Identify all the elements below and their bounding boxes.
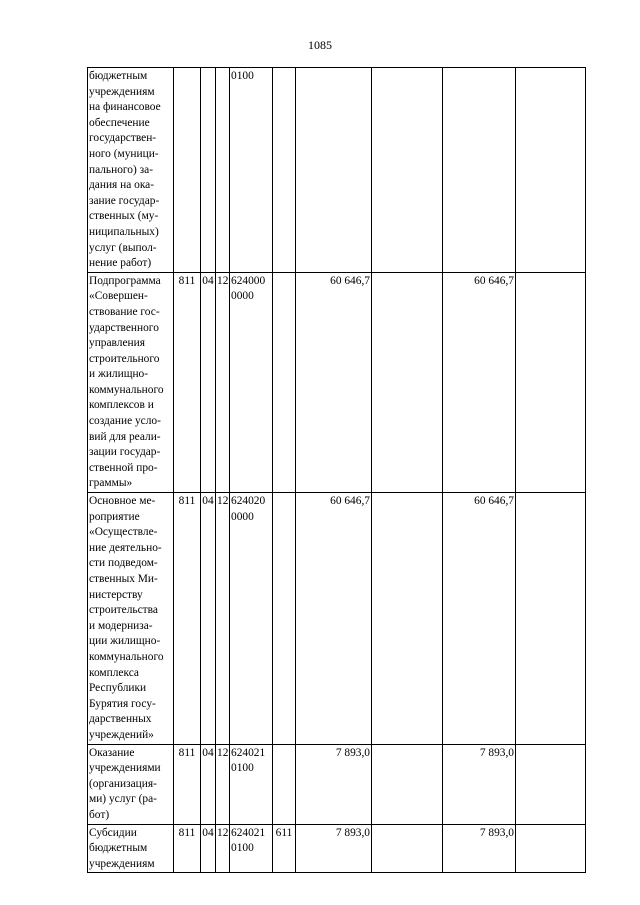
row-target-article-line: 0100	[231, 70, 254, 82]
row-amount-1: 60 646,7	[296, 272, 372, 492]
row-amount-2	[372, 824, 443, 873]
row-target-article-line: 624021	[231, 746, 266, 759]
row-name-cell-line: роприятие	[89, 510, 140, 523]
row-name-cell-line: нение работ)	[89, 257, 152, 270]
table-row	[88, 493, 586, 745]
row-subsection-code: 12	[216, 824, 230, 873]
row-amount-3	[443, 68, 516, 273]
row-section-code: 04	[201, 493, 216, 745]
row-ministry-code	[174, 68, 201, 273]
row-section-code	[201, 68, 216, 273]
row-amount-3: 7 893,0	[443, 824, 516, 873]
row-target-article-line: 624020	[231, 495, 266, 508]
row-name-cell-line: ствование гос-	[89, 305, 160, 318]
row-section-code: 04	[201, 272, 216, 492]
row-name-cell-line: Подпрограмма	[89, 274, 161, 287]
row-target-article-line: 0100	[231, 842, 254, 855]
row-name-cell-line: вий для реали-	[89, 430, 161, 443]
row-expense-type	[273, 493, 296, 745]
row-name-cell-line: учреждениями	[89, 762, 161, 775]
row-subsection-code: 12	[216, 272, 230, 492]
row-amount-2	[372, 493, 443, 745]
row-subsection-code	[216, 68, 230, 273]
row-name-cell	[88, 744, 174, 824]
page-number: 1085	[308, 38, 332, 52]
row-name-cell-line: коммунального	[89, 383, 164, 396]
row-name-cell-line: ного (муници-	[89, 147, 159, 160]
row-amount-3: 60 646,7	[443, 272, 516, 492]
row-name-cell-line: «Совершен-	[89, 290, 148, 303]
row-expense-type	[273, 272, 296, 492]
table-row	[88, 272, 586, 492]
row-ministry-code: 811	[174, 824, 201, 873]
table-row	[88, 744, 586, 824]
row-expense-type	[273, 68, 296, 273]
row-name-cell-line: зание государ-	[89, 194, 160, 207]
row-name-cell-line: дарственных	[89, 713, 152, 726]
row-ministry-code: 811	[174, 744, 201, 824]
row-name-cell-line: Оказание	[89, 746, 135, 759]
row-section-code: 04	[201, 824, 216, 873]
row-target-article	[230, 744, 273, 824]
row-amount-4	[516, 493, 586, 745]
row-name-cell-line: сти подведом-	[89, 557, 158, 570]
row-amount-4	[516, 272, 586, 492]
row-name-cell-line: учреждениям	[89, 857, 155, 870]
row-target-article-line: 624000	[231, 274, 266, 287]
row-amount-4	[516, 744, 586, 824]
row-ministry-code: 811	[174, 493, 201, 745]
row-name-cell-line: Основное ме-	[89, 495, 156, 508]
row-name-cell-line: Субсидии	[89, 826, 137, 839]
row-subsection-code: 12	[216, 493, 230, 745]
row-subsection-code: 12	[216, 744, 230, 824]
row-name-cell-line: зации государ-	[89, 446, 161, 459]
row-amount-3: 7 893,0	[443, 744, 516, 824]
row-name-cell-line: Бурятия госу-	[89, 697, 156, 710]
budget-table	[87, 67, 586, 873]
row-target-article-line: 0100	[231, 762, 254, 775]
row-name-cell-line: коммунального	[89, 650, 164, 663]
row-name-cell-line: комплексов и	[89, 399, 154, 412]
row-name-cell-line: учреждений»	[89, 728, 154, 741]
row-name-cell-line: создание усло-	[89, 415, 161, 428]
row-name-cell-line: (организация-	[89, 777, 157, 790]
row-name-cell-line: граммы»	[89, 477, 133, 490]
row-name-cell-line: комплекса	[89, 666, 139, 679]
row-name-cell	[88, 493, 174, 745]
row-name-cell-line: пального) за-	[89, 163, 153, 176]
row-name-cell-line: и модерниза-	[89, 619, 153, 632]
row-amount-1: 60 646,7	[296, 493, 372, 745]
row-target-article	[230, 493, 273, 745]
row-amount-4	[516, 824, 586, 873]
row-amount-1: 7 893,0	[296, 824, 372, 873]
row-name-cell	[88, 68, 174, 273]
row-amount-1: 7 893,0	[296, 744, 372, 824]
row-name-cell-line: на финансовое	[89, 101, 161, 114]
row-name-cell-line: ственных (му-	[89, 210, 159, 223]
row-target-article	[230, 272, 273, 492]
row-amount-2	[372, 272, 443, 492]
row-name-cell-line: ции жилищно-	[89, 635, 161, 648]
row-name-cell-line: бюджетным	[89, 70, 148, 82]
row-name-cell-line: ударственного	[89, 321, 159, 334]
row-name-cell-line: ние деятельно-	[89, 541, 162, 554]
row-target-article	[230, 824, 273, 873]
row-name-cell-line: бот)	[89, 808, 110, 821]
row-section-code: 04	[201, 744, 216, 824]
row-expense-type	[273, 744, 296, 824]
row-target-article-line: 0000	[231, 290, 254, 303]
row-name-cell-line: государствен-	[89, 132, 157, 145]
row-name-cell-line: услуг (выпол-	[89, 241, 157, 254]
row-amount-1	[296, 68, 372, 273]
row-name-cell-line: и жилищно-	[89, 368, 149, 381]
row-name-cell-line: ственных Ми-	[89, 573, 158, 585]
row-name-cell-line: управления	[89, 337, 145, 350]
row-name-cell-line: бюджетным	[89, 842, 148, 855]
row-name-cell-line: строительства	[89, 604, 158, 617]
table-body	[88, 68, 586, 873]
row-name-cell-line: нистерству	[89, 588, 143, 601]
row-ministry-code: 811	[174, 272, 201, 492]
row-name-cell	[88, 824, 174, 873]
row-target-article-line: 624021	[231, 826, 266, 839]
table-row	[88, 68, 586, 273]
row-name-cell-line: дания на ока-	[89, 179, 155, 192]
row-name-cell-line: обеспечение	[89, 116, 150, 129]
row-name-cell-line: ниципальных)	[89, 225, 159, 238]
table-row	[88, 824, 586, 873]
row-amount-2	[372, 744, 443, 824]
row-name-cell-line: Республики	[89, 682, 147, 695]
row-amount-2	[372, 68, 443, 273]
row-amount-3: 60 646,7	[443, 493, 516, 745]
row-target-article-line: 0000	[231, 510, 254, 523]
row-name-cell-line: строительного	[89, 352, 160, 365]
row-name-cell	[88, 272, 174, 492]
row-name-cell-line: ми) услуг (ра-	[89, 793, 157, 806]
row-amount-4	[516, 68, 586, 273]
row-name-cell-line: учреждениям	[89, 85, 155, 98]
row-target-article	[230, 68, 273, 273]
row-name-cell-line: ственной про-	[89, 461, 158, 474]
row-expense-type: 611	[273, 824, 296, 873]
row-name-cell-line: «Осуществле-	[89, 526, 158, 539]
